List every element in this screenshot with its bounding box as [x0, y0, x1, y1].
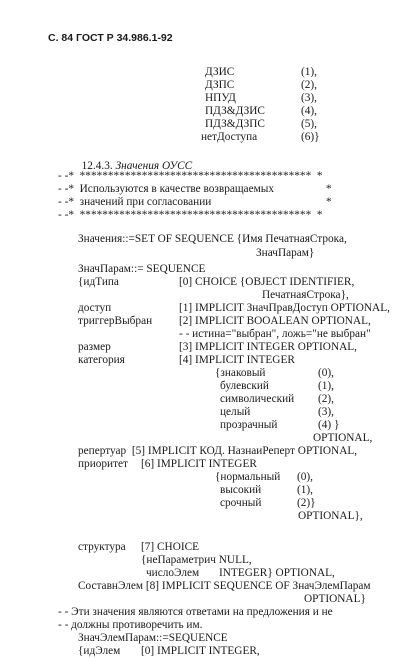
optional-keyword: OPTIONAL}: [304, 593, 366, 605]
code-line: СоставнЭлем [8] IMPLICIT SEQUENCE OF ЗначЭлемПарам: [78, 580, 371, 592]
comment-line: - -* значений при согласовании: [58, 196, 212, 208]
enum-name: нетДоступа: [201, 131, 258, 143]
enum-name: булевский: [220, 380, 269, 392]
enum-name: ДЗИС: [205, 66, 235, 78]
code-line: Значения::=SET OF SEQUENCE {Имя ПечатнаяСтрока,: [78, 233, 347, 245]
code-line: репертуар [5] IMPLICIT КОД. НазнаиРеперт OPTIONAL,: [78, 445, 358, 457]
enum-name: прозрачный: [220, 419, 278, 431]
comment-border-bottom: - -* ***************************************** *: [58, 209, 323, 221]
enum-name: целый: [220, 406, 251, 418]
field-type-cont: ПечатнаяСтрока},: [262, 289, 349, 301]
enum-value: (3),: [318, 406, 334, 418]
code-line: {неПараметрич NULL,: [141, 554, 252, 566]
enum-name: высокий: [220, 484, 262, 496]
code-line: ЗначПарам}: [256, 247, 315, 259]
enum-value: (3),: [301, 92, 317, 104]
field-type: [7] CHOICE: [141, 541, 200, 553]
field-name: триггерВыбран: [78, 315, 153, 327]
field-type: [3] IMPLICIT INTEGER OPTIONAL,: [179, 341, 358, 353]
enum-value: (0),: [297, 471, 313, 483]
page-header: С. 84 ГОСТ Р 34.986.1-92: [48, 32, 173, 44]
field-type: [1] IMPLICIT ЗначПравДоступ OPTIONAL,: [179, 302, 390, 314]
enum-value: (0),: [318, 367, 334, 379]
field-type: [6] IMPLICIT INTEGER: [141, 458, 257, 470]
enum-value: (2),: [318, 393, 334, 405]
field-name: категория: [78, 354, 125, 366]
enum-name: НПУД: [205, 92, 236, 104]
field-type: [2] IMPLICIT BOOALEAN OPTIONAL,: [179, 315, 371, 327]
comment-line: - -* Используются в качестве возвращаемых: [58, 183, 274, 195]
field-type: [0] CHOICE {OBJECT IDENTIFIER,: [179, 276, 355, 288]
enum-value: (1),: [301, 66, 317, 78]
enum-value: (6)}: [301, 131, 320, 143]
enum-value: (2)}: [297, 497, 316, 509]
field-name: доступ: [78, 302, 112, 314]
enum-name: ПДЗ&ДЗПС: [205, 118, 265, 130]
enum-name: срочный: [220, 497, 262, 509]
comment-star: *: [326, 196, 332, 208]
enum-value: (1),: [318, 380, 334, 392]
section-title: Значения ОУСС: [115, 160, 193, 172]
enum-name: {нормальный: [215, 471, 281, 483]
field-name: приоритет: [78, 458, 128, 470]
code-line: ЗначПарам::= SEQUENCE: [78, 263, 206, 275]
field-name: структура: [78, 541, 126, 553]
enum-value: (1),: [297, 484, 313, 496]
code-line: ЗначЭлемПарам::=SEQUENCE: [78, 632, 228, 644]
field-comment: - - истина="выбран", ложь="не выбран": [179, 328, 371, 340]
optional-keyword: OPTIONAL,: [313, 432, 373, 444]
field-type: [4] IMPLICIT INTEGER: [179, 354, 295, 366]
enum-value: (5),: [301, 118, 317, 130]
comment-star: *: [326, 183, 332, 195]
enum-name: ДЗПС: [205, 79, 235, 91]
field-name: {идТипа: [78, 276, 119, 288]
note-line: - - Эти значения являются ответами на предложения и не: [58, 606, 333, 618]
note-line: - - должны противоречить им.: [58, 619, 203, 631]
field-name: числоЭлем: [146, 567, 200, 579]
enum-name: {знаковый: [215, 367, 266, 379]
enum-name: символический: [220, 393, 295, 405]
enum-name: ПДЗ&ДЗИС: [205, 105, 265, 117]
section-number: 12.4.3.: [81, 160, 113, 172]
field-name: {идЭлем: [78, 645, 121, 657]
optional-keyword: OPTIONAL},: [298, 510, 363, 522]
field-type: [0] IMPLICIT INTEGER,: [141, 645, 260, 657]
field-name: размер: [78, 341, 111, 353]
comment-border-top: - -* ***************************************** *: [58, 170, 323, 182]
enum-value: (2),: [301, 79, 317, 91]
enum-value: (4) }: [318, 419, 340, 431]
field-type: INTEGER} OPTIONAL,: [219, 567, 335, 579]
enum-value: (4),: [301, 105, 317, 117]
